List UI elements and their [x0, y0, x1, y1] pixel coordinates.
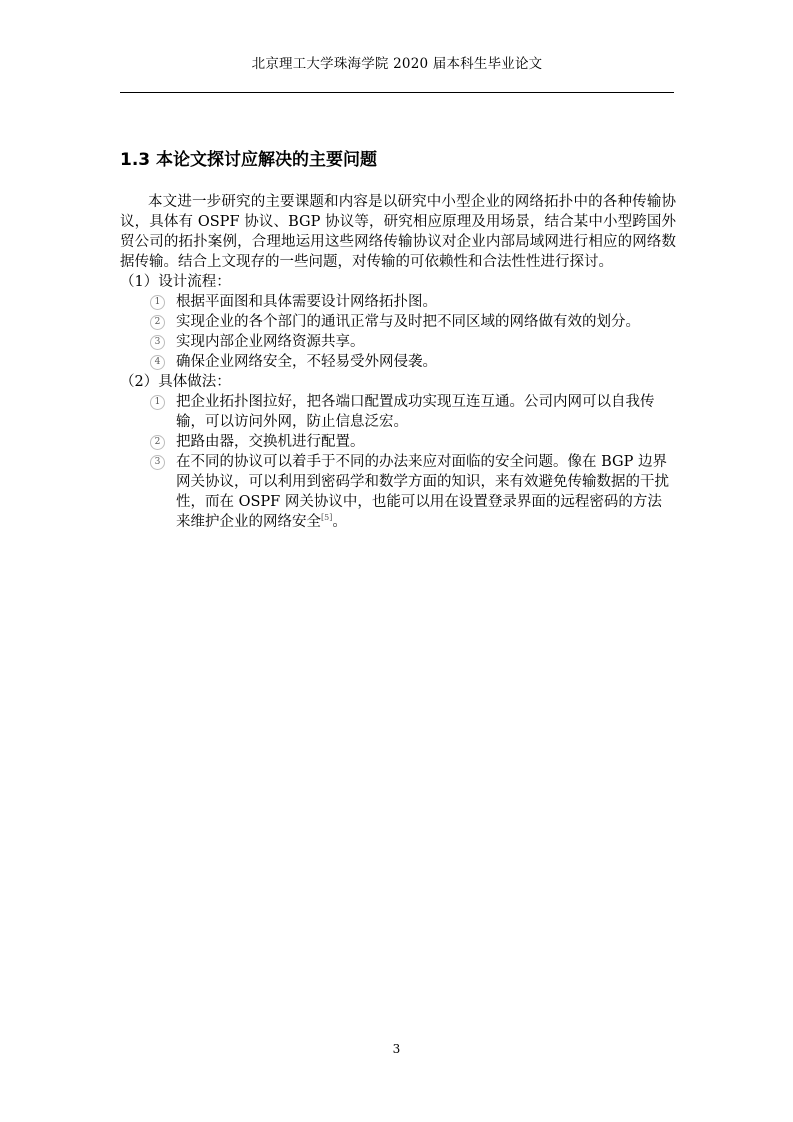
circled-number: 1	[150, 295, 165, 310]
design-flow-list	[120, 292, 676, 372]
circled-number: 3	[150, 335, 165, 350]
list-item	[120, 452, 676, 532]
list-item	[120, 292, 676, 312]
list-item-text: 在不同的协议可以着手于不同的办法来应对面临的安全问题。像在 BGP 边界网关协议，可以利用到密码学和数学方面的知识，来有效避免传输数据的干扰性，而在 OSPF 网关协议中，也能可以用在设置登录界面的远程密码的方法来维护企业的网络安全	[176, 454, 669, 530]
circled-number: 4	[150, 355, 165, 370]
section-title: 1.3 本论文探讨应解决的主要问题	[120, 150, 378, 170]
list-item-end: 。	[332, 514, 347, 530]
list-item-text: 把企业拓扑图拉好，把各端口配置成功实现互连互通。公司内网可以自我传输，可以访问外网，防止信息泛宏。	[176, 394, 655, 430]
methods-list	[120, 392, 676, 532]
circled-number: 2	[150, 315, 165, 330]
list-item-text: 把路由器，交换机进行配置。	[176, 434, 365, 450]
list-item	[120, 392, 676, 432]
list-item	[120, 432, 676, 452]
circled-number: 3	[150, 455, 165, 470]
circled-number: 2	[150, 435, 165, 450]
section-body	[120, 192, 676, 532]
citation-marker: [5]	[321, 513, 333, 523]
design-flow-heading: （1）设计流程：	[120, 274, 231, 290]
running-header: 北京理工大学珠海学院 2020 届本科生毕业论文	[251, 56, 543, 72]
methods-heading: （2）具体做法：	[120, 374, 231, 390]
circled-number: 1	[150, 395, 165, 410]
list-item-text: 根据平面图和具体需要设计网络拓扑图。	[176, 294, 437, 310]
header-rule	[120, 92, 674, 93]
list-item-text: 实现企业的各个部门的通讯正常与及时把不同区域的网络做有效的划分。	[176, 314, 640, 330]
list-item-text: 实现内部企业网络资源共享。	[176, 334, 365, 350]
intro-paragraph: 本文进一步研究的主要课题和内容是以研究中小型企业的网络拓扑中的各种传输协议，具体有 OSPF 协议、BGP 协议等，研究相应原理及用场景，结合某中小型跨国外贸公司的拓扑案例，合理地运用这些网络传输协议对企业内部局域网进行相应的网络数据传输。结合上文现存的一些问题，对传输的可依赖性和合法性性进行探讨。	[120, 194, 676, 270]
list-item	[120, 332, 676, 352]
list-item	[120, 312, 676, 332]
list-item-text: 确保企业网络安全，不轻易受外网侵袭。	[176, 354, 437, 370]
list-item	[120, 352, 676, 372]
page-number: 3	[392, 1042, 401, 1056]
